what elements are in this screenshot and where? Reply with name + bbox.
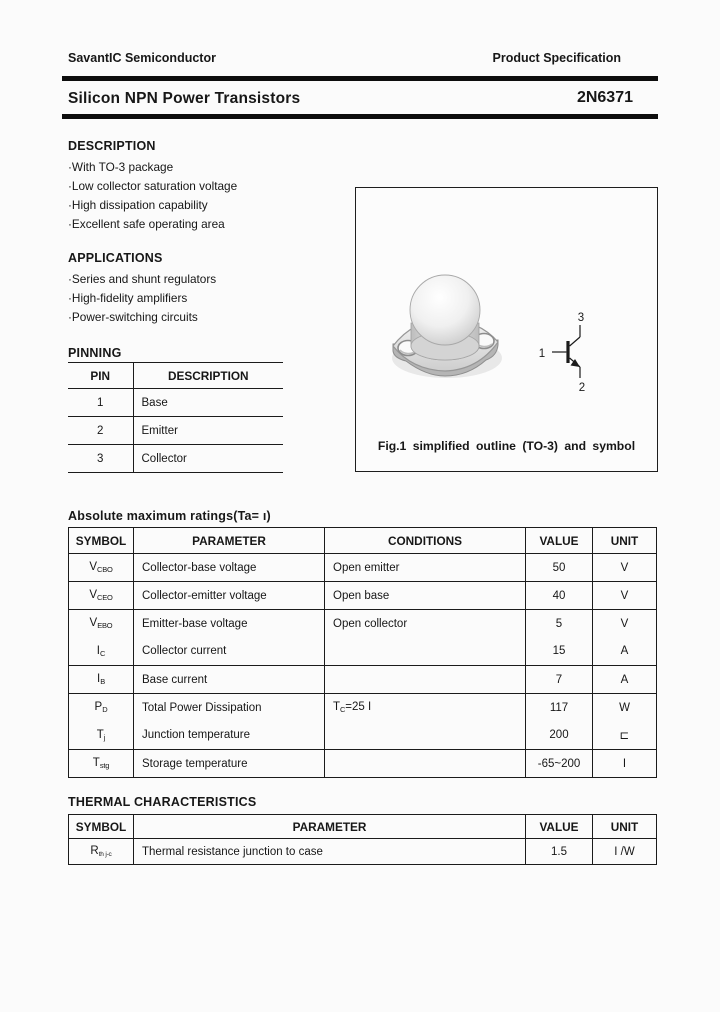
table-row (69, 610, 657, 638)
unit-cell: W (593, 694, 657, 722)
unit-cell: I (593, 750, 657, 778)
symbol-pin-labels (539, 312, 585, 394)
col-symbol: SYMBOL (69, 528, 134, 554)
description-item: ·With TO-3 package (68, 160, 174, 174)
conditions-cell (325, 750, 526, 778)
parameter-cell: Base current (134, 666, 325, 694)
applications-item: ·Power-switching circuits (68, 310, 198, 324)
table-row (69, 666, 657, 694)
applications-list (68, 270, 216, 327)
col-unit: UNIT (593, 815, 657, 839)
symbol-sub: C (99, 648, 106, 658)
col-symbol: SYMBOL (69, 815, 134, 839)
symbol-cell (69, 582, 134, 610)
symbol-sub: j (103, 732, 106, 742)
table-row (69, 722, 657, 750)
table-row (68, 389, 283, 417)
pin-number: 2 (68, 417, 133, 445)
symbol-sub: EBO (97, 621, 113, 631)
header-rule (62, 76, 658, 81)
col-value: VALUE (526, 815, 593, 839)
condition-sub: C (340, 705, 346, 715)
pin-number: 3 (68, 445, 133, 473)
label-base: 1 (538, 348, 546, 360)
value-cell: 50 (526, 554, 593, 582)
parameter-cell: Emitter-base voltage (134, 610, 325, 638)
symbol-sub: CBO (97, 565, 113, 574)
symbol-sub: stg (99, 761, 110, 770)
symbol-sub: D (102, 705, 108, 715)
pin-description: Emitter (133, 417, 283, 445)
parameter-cell: Thermal resistance junction to case (134, 839, 526, 865)
figure-caption: Fig.1 simplified outline (TO-3) and symbol (377, 439, 636, 453)
symbol-cell (69, 610, 134, 638)
symbol-cell (69, 666, 134, 694)
unit-cell: I /W (593, 839, 657, 865)
label-collector: 3 (577, 312, 585, 324)
thermal-header-row (69, 815, 657, 839)
page-title: Silicon NPN Power Transistors (68, 90, 301, 107)
symbol-base: V (89, 617, 98, 630)
value-cell: 117 (526, 694, 593, 722)
value-cell: 5 (526, 610, 593, 638)
conditions-cell: Open base (325, 582, 526, 610)
table-row (69, 750, 657, 778)
thermal-table (68, 814, 657, 865)
value-cell: 1.5 (526, 839, 593, 865)
description-item: ·High dissipation capability (68, 198, 208, 212)
col-value: VALUE (526, 528, 593, 554)
pin-description: Base (133, 389, 283, 417)
symbol-sub: th j-c (98, 851, 112, 858)
value-cell: 200 (526, 722, 593, 750)
ratings-table (68, 527, 657, 778)
symbol-base: I (96, 644, 100, 657)
table-row (68, 417, 283, 445)
conditions-cell (325, 666, 526, 694)
col-conditions: CONDITIONS (325, 528, 526, 554)
table-row (68, 445, 283, 473)
brand-name: SavantIC Semiconductor (68, 51, 216, 65)
pin-number: 1 (68, 389, 133, 417)
symbol-base: T (92, 757, 100, 769)
symbol-cell (69, 750, 134, 778)
parameter-cell: Total Power Dissipation (134, 694, 325, 722)
description-item: ·Low collector saturation voltage (68, 179, 238, 193)
applications-item: ·Series and shunt regulators (68, 272, 217, 286)
to3-package-photo (392, 275, 502, 378)
ratings-header-row (69, 528, 657, 554)
symbol-sub: B (100, 677, 105, 686)
symbol-base: T (96, 728, 104, 741)
condition-base: T (333, 701, 341, 714)
conditions-cell (325, 694, 526, 722)
symbol-base: V (89, 561, 97, 573)
thermal-heading: THERMAL CHARACTERISTICS (68, 795, 257, 809)
description-heading: DESCRIPTION (68, 139, 156, 153)
conditions-cell (325, 722, 526, 750)
symbol-cell (69, 638, 134, 666)
parameter-cell: Storage temperature (134, 750, 325, 778)
description-item: ·Excellent safe operating area (68, 217, 225, 231)
applications-item: ·High-fidelity amplifiers (68, 291, 188, 305)
unit-cell: V (593, 582, 657, 610)
parameter-cell: Collector-emitter voltage (134, 582, 325, 610)
doc-type: Product Specification (492, 51, 621, 65)
symbol-cell (69, 554, 134, 582)
condition-rest: =25 I (345, 701, 372, 714)
conditions-cell: Open emitter (325, 554, 526, 582)
figure-box (355, 187, 658, 472)
parameter-cell: Junction temperature (134, 722, 325, 750)
symbol-base: I (96, 673, 101, 685)
part-number: 2N6371 (576, 89, 633, 106)
table-row (69, 582, 657, 610)
unit-cell: ⊏ (593, 722, 657, 750)
title-rule (62, 114, 658, 119)
table-row (69, 638, 657, 666)
unit-cell: A (593, 638, 657, 666)
value-cell: 40 (526, 582, 593, 610)
pinning-col-pin: PIN (68, 363, 133, 389)
label-emitter: 2 (578, 382, 586, 394)
symbol-cell (69, 722, 134, 750)
unit-cell: V (593, 554, 657, 582)
pin-description: Collector (141, 452, 187, 465)
table-row (69, 554, 657, 582)
description-list (68, 158, 237, 234)
symbol-cell (69, 694, 134, 722)
parameter-cell: Collector-base voltage (134, 554, 325, 582)
npn-symbol (552, 325, 580, 378)
ratings-heading: Absolute maximum ratings(Ta= ı) (68, 509, 271, 523)
conditions-cell (325, 638, 526, 666)
pinning-heading: PINNING (68, 346, 122, 360)
value-cell: -65~200 (526, 750, 593, 778)
symbol-sub: CEO (97, 593, 113, 602)
col-parameter: PARAMETER (134, 815, 526, 839)
table-row (69, 694, 657, 722)
symbol-base: R (90, 845, 99, 857)
to3-package-and-symbol-drawing (356, 188, 655, 436)
unit-cell: V (593, 610, 657, 638)
conditions-cell: Open collector (325, 610, 526, 638)
table-row (69, 839, 657, 865)
symbol-cell (69, 839, 134, 865)
col-parameter: PARAMETER (134, 528, 325, 554)
symbol-base: V (89, 589, 97, 601)
col-unit: UNIT (593, 528, 657, 554)
pinning-header-row (68, 363, 283, 389)
value-cell: 15 (526, 638, 593, 666)
pinning-col-description: DESCRIPTION (133, 363, 283, 389)
parameter-cell: Collector current (134, 638, 325, 666)
unit-cell: A (593, 666, 657, 694)
applications-heading: APPLICATIONS (68, 251, 163, 265)
pinning-table (68, 362, 283, 473)
value-cell: 7 (526, 666, 593, 694)
symbol-base: P (94, 701, 103, 714)
